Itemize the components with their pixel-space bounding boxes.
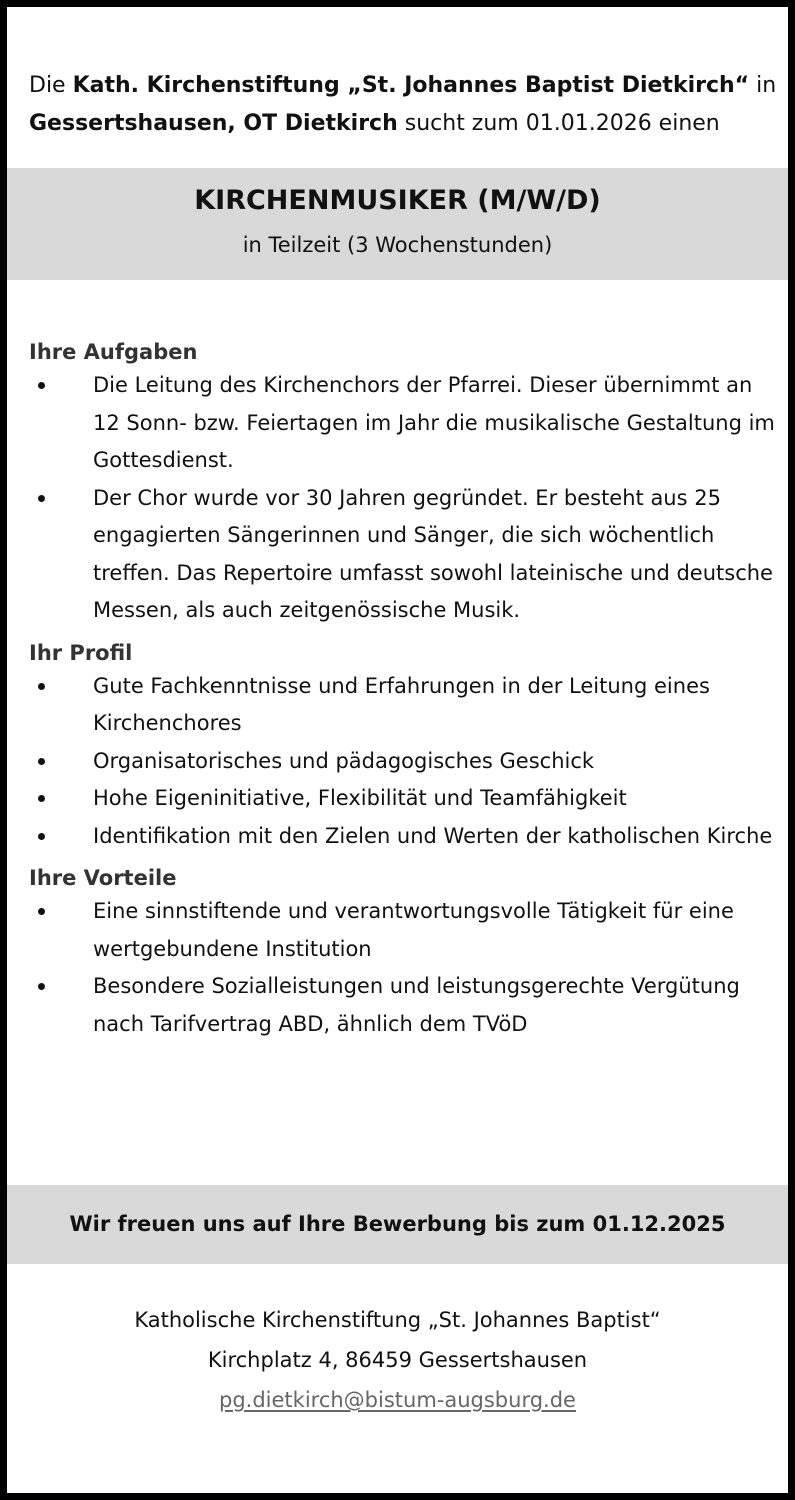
vorteile-list <box>7 893 788 1043</box>
contact-address: Kirchplatz 4, 86459 Gessertshausen <box>207 1348 588 1372</box>
intro-location: Gessertshausen, OT Dietkirch <box>29 111 398 136</box>
application-deadline-band <box>7 1185 788 1264</box>
bullet-icon <box>38 908 45 915</box>
bullet-icon <box>38 382 45 389</box>
section-heading-aufgaben: Ihre Aufgaben <box>29 340 198 364</box>
list-item <box>7 668 788 743</box>
list-item <box>7 780 788 818</box>
list-item-text: Identifikation mit den Zielen und Werten der katholischen Kirche <box>93 823 773 848</box>
intro-prefix: Die <box>29 73 73 98</box>
list-item <box>7 968 788 1043</box>
list-item <box>7 743 788 781</box>
job-details <box>7 337 788 1043</box>
job-title: KIRCHENMUSIKER (M/W/D) <box>194 185 601 216</box>
section-heading-profil: Ihr Profil <box>29 640 133 665</box>
bullet-icon <box>38 833 45 840</box>
contact-email-link[interactable]: pg.dietkirch@bistum-augsburg.de <box>219 1388 576 1412</box>
job-subtitle: in Teilzeit (3 Wochenstunden) <box>242 233 553 257</box>
contact-block <box>7 1300 788 1420</box>
profil-list <box>7 668 788 856</box>
job-ad-frame <box>7 7 788 1493</box>
application-deadline: Wir freuen uns auf Ihre Bewerbung bis zum 01.12.2025 <box>69 1212 726 1236</box>
bullet-icon <box>38 683 45 690</box>
section-heading-vorteile: Ihre Vorteile <box>29 866 177 890</box>
aufgaben-list <box>7 367 788 630</box>
bullet-icon <box>38 758 45 765</box>
list-item-text: Der Chor wurde vor 30 Jahren gegründet. Er besteht aus 25 engagierten Sängerinnen und Sänger, die sich wöchentlich treffen. Das Repertoire umfasst sowohl lateinische und deutsche Messen, als auch zeitgenössische Musik. <box>93 485 773 622</box>
intro-suffix: sucht zum 01.01.2026 einen <box>397 111 720 136</box>
list-item-text: Die Leitung des Kirchenchors der Pfarrei. Dieser übernimmt an 12 Sonn- bzw. Feiertagen im Jahr die musikalische Gestaltung im Gottesdienst. <box>93 373 775 472</box>
bullet-icon <box>38 795 45 802</box>
intro-mid: in <box>749 73 777 98</box>
list-item <box>7 893 788 968</box>
intro-paragraph <box>29 67 788 143</box>
list-item <box>7 480 788 630</box>
list-item <box>7 367 788 480</box>
list-item <box>7 818 788 856</box>
list-item-text: Besondere Sozialleistungen und leistungsgerechte Vergütung nach Tarifvertrag ABD, ähnlich dem TVöD <box>93 974 740 1036</box>
bullet-icon <box>38 495 45 502</box>
list-item-text: Eine sinnstiftende und verantwortungsvolle Tätigkeit für eine wertgebundene Institution <box>93 899 734 961</box>
title-band <box>7 168 788 280</box>
contact-organization: Katholische Kirchenstiftung „St. Johannes Baptist“ <box>134 1308 661 1332</box>
list-item-text: Hohe Eigeninitiative, Flexibilität und Teamfähigkeit <box>93 786 627 810</box>
list-item-text: Gute Fachkenntnisse und Erfahrungen in der Leitung eines Kirchenchores <box>93 673 710 735</box>
list-item-text: Organisatorisches und pädagogisches Geschick <box>93 748 595 773</box>
bullet-icon <box>38 983 45 990</box>
intro-organization: Kath. Kirchenstiftung „St. Johannes Baptist Dietkirch“ <box>72 73 750 98</box>
